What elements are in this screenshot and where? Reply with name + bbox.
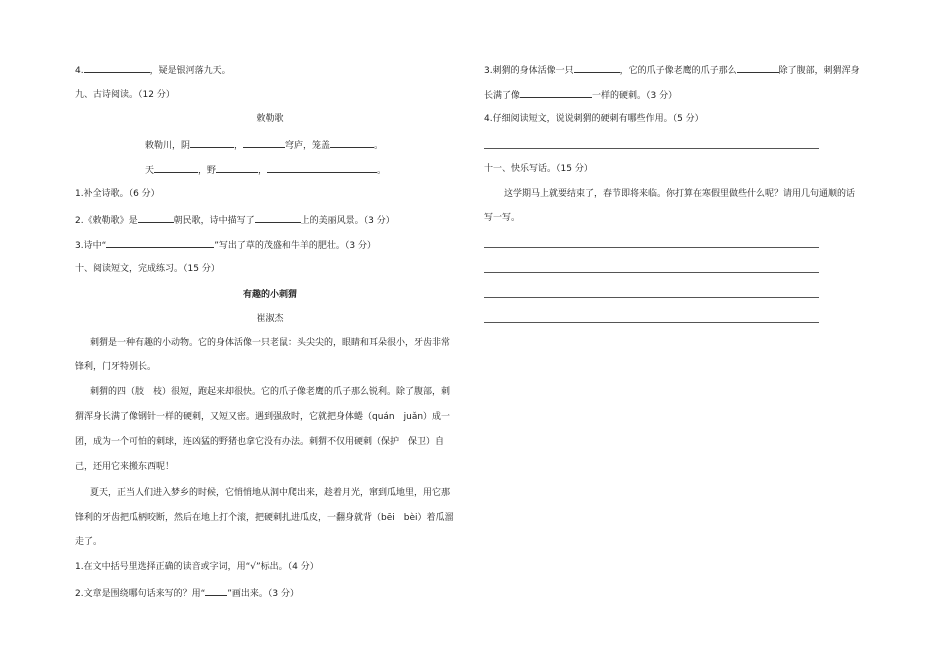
- poem-question-2: [75, 213, 395, 227]
- story-paragraph-line: 锋利的牙齿把瓜柄咬断，然后在地上打个滚，把硬刺扎进瓜皮，一翻身就背（bēi bèi）着瓜溜: [75, 513, 454, 523]
- question-text: 3.刺猬的身体活像一只: [484, 66, 574, 76]
- reading-question-1: 1.在文中括号里选择正确的读音或字词，用“√”标出。（4 分）: [75, 562, 319, 572]
- question-text: 除了腹部，刺猬浑身: [778, 66, 860, 76]
- reading-question-3-line-2: [484, 88, 677, 102]
- question-text: ”画出来。（3 分）: [227, 589, 300, 599]
- reading-question-2: [75, 586, 299, 600]
- section-10-heading: 十、阅读短文，完成练习。（15 分）: [75, 264, 220, 274]
- poem-question-1: 1.补全诗歌。（6 分）: [75, 189, 160, 199]
- poem-question-3: [75, 238, 376, 252]
- answer-blank[interactable]: [154, 163, 198, 173]
- story-paragraph-line: 刺猬是一种有趣的小动物。它的身体活像一只老鼠：头尖尖的，眼睛和耳朵很小，牙齿非常: [90, 338, 451, 348]
- story-paragraph-line: 锋利，门牙特别长。: [75, 362, 157, 372]
- question-text: 2.文章是围绕哪句话来写的？用“: [75, 589, 206, 599]
- question-text: 上的美丽风景。（3 分）: [300, 216, 395, 226]
- answer-blank[interactable]: [330, 138, 374, 148]
- answer-blank[interactable]: [190, 138, 234, 148]
- answer-blank[interactable]: [520, 88, 592, 98]
- writing-prompt-line: 写一写。: [484, 213, 521, 223]
- writing-line[interactable]: [484, 297, 819, 298]
- poem-text: 穹庐，笼盖: [285, 141, 331, 151]
- poem-text: 敕勒川，阴: [145, 141, 191, 151]
- story-paragraph-line: 夏天，正当人们进入梦乡的时候，它悄悄地从洞中爬出来，趁着月光，窜到瓜地里，用它那: [90, 488, 451, 498]
- answer-line[interactable]: [484, 148, 819, 149]
- answer-blank[interactable]: [138, 213, 174, 223]
- story-paragraph-line: 团，成为一个可怕的刺球，连凶猛的野猪也拿它没有办法。刺猬不仅用硬刺（保护 保卫）自: [75, 437, 445, 447]
- poem-text: 。: [377, 166, 387, 176]
- poem-text: ，野: [198, 166, 217, 176]
- poem-text: ，: [234, 141, 244, 151]
- poem-title: 敕勒歌: [256, 114, 284, 124]
- poem-line-1: [145, 138, 383, 152]
- poem-text: 。: [374, 141, 384, 151]
- question-4-line: [75, 63, 231, 77]
- answer-blank[interactable]: [574, 63, 620, 73]
- writing-line[interactable]: [484, 247, 819, 248]
- story-author: 崔淑杰: [256, 314, 284, 324]
- story-paragraph-line: 猬浑身长满了像钢针一样的硬刺，又短又密。遇到强敌时，它就把身体蜷（quán juǎn）成一: [75, 412, 451, 422]
- poem-text: ，: [258, 166, 268, 176]
- answer-blank[interactable]: [737, 63, 779, 73]
- answer-blank[interactable]: [255, 213, 301, 223]
- writing-line[interactable]: [484, 322, 819, 323]
- answer-blank[interactable]: [216, 163, 258, 173]
- question-text: 2.《敕勒歌》是: [75, 216, 138, 226]
- story-paragraph-line: 己，还用它来搬东西呢！: [75, 462, 175, 472]
- question-text: 长满了像: [484, 91, 521, 101]
- writing-prompt-line: 这学期马上就要结束了，春节即将来临。你打算在寒假里做些什么呢？请用几句通顺的话: [504, 189, 856, 199]
- story-paragraph-line: 走了。: [75, 537, 103, 547]
- poem-line-2: [145, 163, 386, 177]
- answer-blank[interactable]: [84, 63, 150, 73]
- section-9-heading: 九、古诗阅读。（12 分）: [75, 90, 175, 100]
- section-11-heading: 十一、快乐写话。（15 分）: [484, 164, 593, 174]
- poem-text: 天: [145, 166, 155, 176]
- question-number: 4.: [75, 66, 84, 76]
- reading-question-4: 4.仔细阅读短文，说说刺猬的硬刺有哪些作用。（5 分）: [484, 114, 704, 124]
- question-text: ，它的爪子像老鹰的爪子那么: [619, 66, 737, 76]
- answer-blank[interactable]: [267, 163, 377, 173]
- question-text: ”写出了草的茂盛和牛羊的肥壮。（3 分）: [214, 241, 377, 251]
- reading-question-3-line-1: [484, 63, 860, 77]
- writing-line[interactable]: [484, 272, 819, 273]
- answer-blank[interactable]: [205, 586, 227, 596]
- answer-blank[interactable]: [243, 138, 285, 148]
- story-paragraph-line: 刺猬的四（肢 枝）很短，跑起来却很快。它的爪子像老鹰的爪子那么锐利。除了腹部，刺: [90, 387, 451, 397]
- answer-blank[interactable]: [106, 238, 214, 248]
- question-text: 一样的硬刺。（3 分）: [592, 91, 678, 101]
- question-text: 3.诗中“: [75, 241, 107, 251]
- question-text: ，疑是银河落九天。: [149, 66, 231, 76]
- story-title: 有趣的小刺猬: [242, 290, 297, 300]
- question-text: 朝民歌，诗中描写了: [173, 216, 255, 226]
